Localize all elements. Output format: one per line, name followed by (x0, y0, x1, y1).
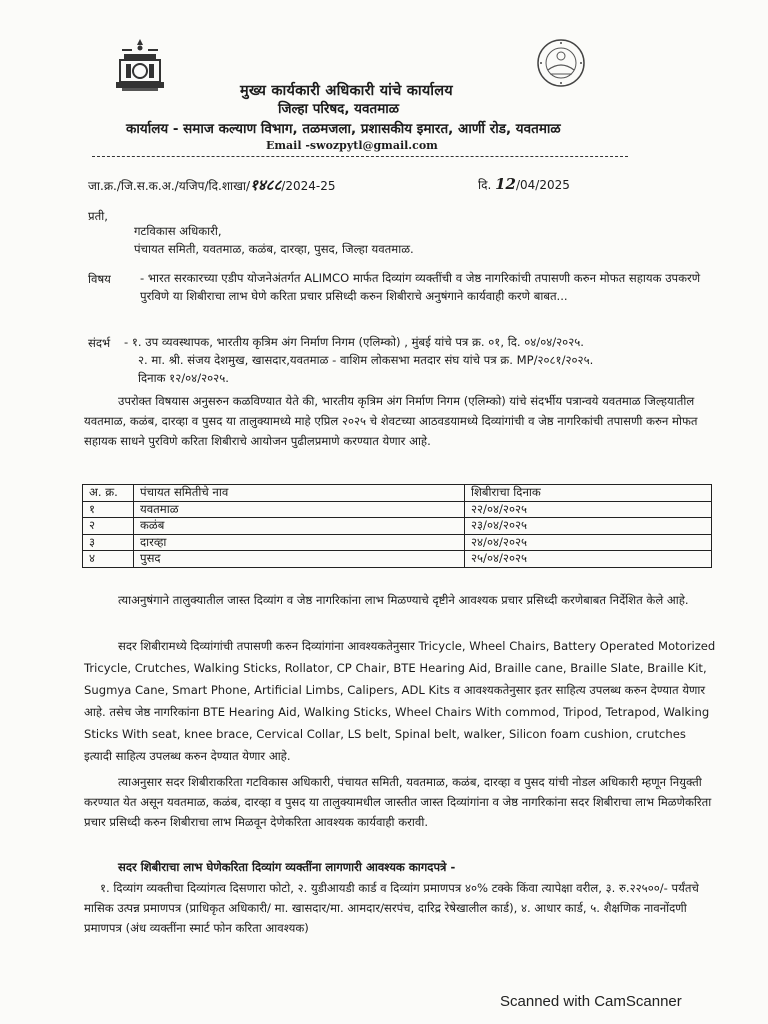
table-row: १ यवतमाळ २२/०४/२०२५ (83, 501, 712, 518)
table-row: २ कळंब २३/०४/२०२५ (83, 518, 712, 535)
reference-number (88, 175, 335, 195)
reference-1: - १. उप व्यवस्थापक, भारतीय कृत्रिम अंग निर्माण निगम (एलिम्को) , मुंबई यांचे पत्र क्र. ०१, दि. ०४/०४/२०२५. (124, 335, 584, 349)
reference-2: २. मा. श्री. संजय देशमुख, खासदार,यवतमाळ - वाशिम लोकसभा मतदार संघ यांचे पत्र क्र. MP/२०८१/२०२५. (138, 353, 594, 367)
camscanner-watermark: Scanned with CamScanner (500, 993, 682, 1010)
body-paragraph-1: उपरोक्त विषयास अनुसरुन कळविण्यात येते की, भारतीय कृत्रिम अंग निर्माण निगम (एलिम्को) यांचे संदर्भीय पत्रान्वये यवतमाळ जिल्हयातील यवतमाळ, कळंब, दारव्हा व पुसद या तालुक्यामध्ये माहे एप्रिल २०२५ चे शेवटच्या आठवडयामध्ये दिव्यांगांची व जेष्ठ नागरिकांची तपासणी करुन मोफत सहायक साधने पुरविणे करिता शिबीराचे आयोजन पुढीलप्रमाणे करण्यात येणार आहे. (84, 394, 698, 448)
office-seal-logo (536, 38, 586, 88)
office-title: मुख्य कार्यकारी अधिकारी यांचे कार्यालय (240, 83, 453, 99)
subject-label: विषय (88, 272, 111, 286)
table-row: ४ पुसद २५/०४/२०२५ (83, 551, 712, 568)
header-divider (92, 156, 628, 157)
camp-schedule-table (82, 484, 712, 568)
recipient-line-1: गटविकास अधिकारी, (134, 224, 222, 238)
maharashtra-emblem-logo (112, 36, 168, 92)
documents-heading: सदर शिबीराचा लाभ घेणेकरिता दिव्यांग व्यक्तींना लागणारी आवश्यक कागदपत्रे - (118, 860, 456, 874)
table-header-row (83, 485, 712, 502)
reference-2-date: दिनाक १२/०४/२०२५. (138, 371, 229, 385)
body-paragraph-2: त्याअनुषंगाने तालुक्यातील जास्त दिव्यांग व जेष्ठ नागरिकांना लाभ मिळण्याचे दृष्टीने आवश्यक प्रचार प्रसिध्दी करणेबाबत निर्देशित केले आहे. (118, 593, 689, 607)
reference-prefix: जा.क्र./जि.स.क.अ./यजिप/दि.शाखा/ (88, 179, 251, 193)
body-paragraph-4: त्याअनुसार सदर शिबीराकरिता गटविकास अधिकारी, पंचायत समिती, यवतमाळ, कळंब, दारव्हा व पुसद यांची नोडल अधिकारी म्हणून नियुक्ती करण्यात येत असून यवतमाळ, कळंब, दारव्हा व पुसद या तालुक्यामधील जास्तीत जास्त दिव्यांगांना व जेष्ठ नागरिकांना सदर शिबीराचा लाभ मिळणेकरिता प्रचार प्रसिध्दी करुन शिबीराचा लाभ मिळवून देणेकरिता आवश्यक कार्यवाही करावी. (84, 775, 712, 829)
date-handwritten-day: 12 (495, 175, 516, 193)
references-label: संदर्भ (88, 336, 111, 350)
table-header-cell: अ. क्र. (83, 485, 134, 502)
table-row: ३ दारव्हा २४/०४/२०२५ (83, 534, 712, 551)
body-paragraph-3: सदर शिबीरामध्ये दिव्यांगांची तपासणी करुन दिव्यांगांना आवश्यकतेनुसार Tricycle, Wheel Chairs, Battery Operated Motorized Tricycle, Crutches, Walking Sticks, Rollator, CP Chair, BTE Hearing Aid, Braille cane, Braille Slate, Braille Kit, Sugmya Cane, Smart Phone, Artificial Limbs, Calipers, ADL Kits व आवश्यकतेनुसार इतर साहित्य उपलब्ध करुन देण्यात येणार आहे. तसेच जेष्ठ नागरिकांना BTE Hearing Aid, Walking Sticks, Wheel Chairs With commod, Tripod, Tetrapod, Walking Sticks With seat, knee brace, Cervical Collar, LS belt, Spinal belt, walker, Silicon foam cushion, crutches इत्यादी साहित्य उपलब्ध करुन देण्यात येणार आहे. (84, 639, 716, 763)
recipient-line-2: पंचायत समिती, यवतमाळ, कळंब, दारव्हा, पुसद, जिल्हा यवतमाळ. (134, 242, 414, 256)
office-email: Email -swozpytl@gmail.com (266, 139, 438, 152)
recipient-label: प्रती, (88, 209, 108, 223)
reference-year: /2024-25 (281, 179, 336, 193)
subject-text: - भारत सरकारच्या एडीप योजनेअंतर्गत ALIMCO मार्फत दिव्यांग व्यक्तींची व जेष्ठ नागरिकांची तपासणी करुन मोफत सहायक उपकरणे पुरविणे या शिबीराचा लाभ घेणे करिता प्रचार प्रसिध्दी करुन शिबीराचे अनुषंगाने कार्यवाही करणे बाबत... (140, 271, 701, 303)
letter-date: दि. 12/04/2025 (478, 175, 570, 193)
reference-handwritten-number: १४८८ (250, 176, 282, 194)
district-name: जिल्हा परिषद, यवतमाळ (278, 101, 400, 117)
department-address: कार्यालय - समाज कल्याण विभाग, तळमजला, प्रशासकीय इमारत, आर्णी रोड, यवतमाळ (126, 121, 561, 137)
table-header-cell: शिबीराचा दिनाक (465, 485, 712, 502)
table-header-cell: पंचायत समितीचे नाव (134, 485, 465, 502)
documents-list: १. दिव्यांग व्यक्तीचा दिव्यांगत्व दिसणारा फोटो, २. युडीआयडी कार्ड व दिव्यांग प्रमाणपत्र ४०% टक्के किंवा त्यापेक्षा वरील, ३. रु.२२५००/- पर्यंतचे मासिक उत्पन्न प्रमाणपत्र (प्राधिकृत अधिकारी/ मा. खासदार/मा. आमदार/सरपंच, दारिद्र रेषेखालील कार्ड), ४. आधार कार्ड, ५. शैक्षणिक नावनोंदणी प्रमाणपत्र (अंध व्यक्तींना स्मार्ट फोन करिता आवश्यक) (84, 881, 699, 935)
